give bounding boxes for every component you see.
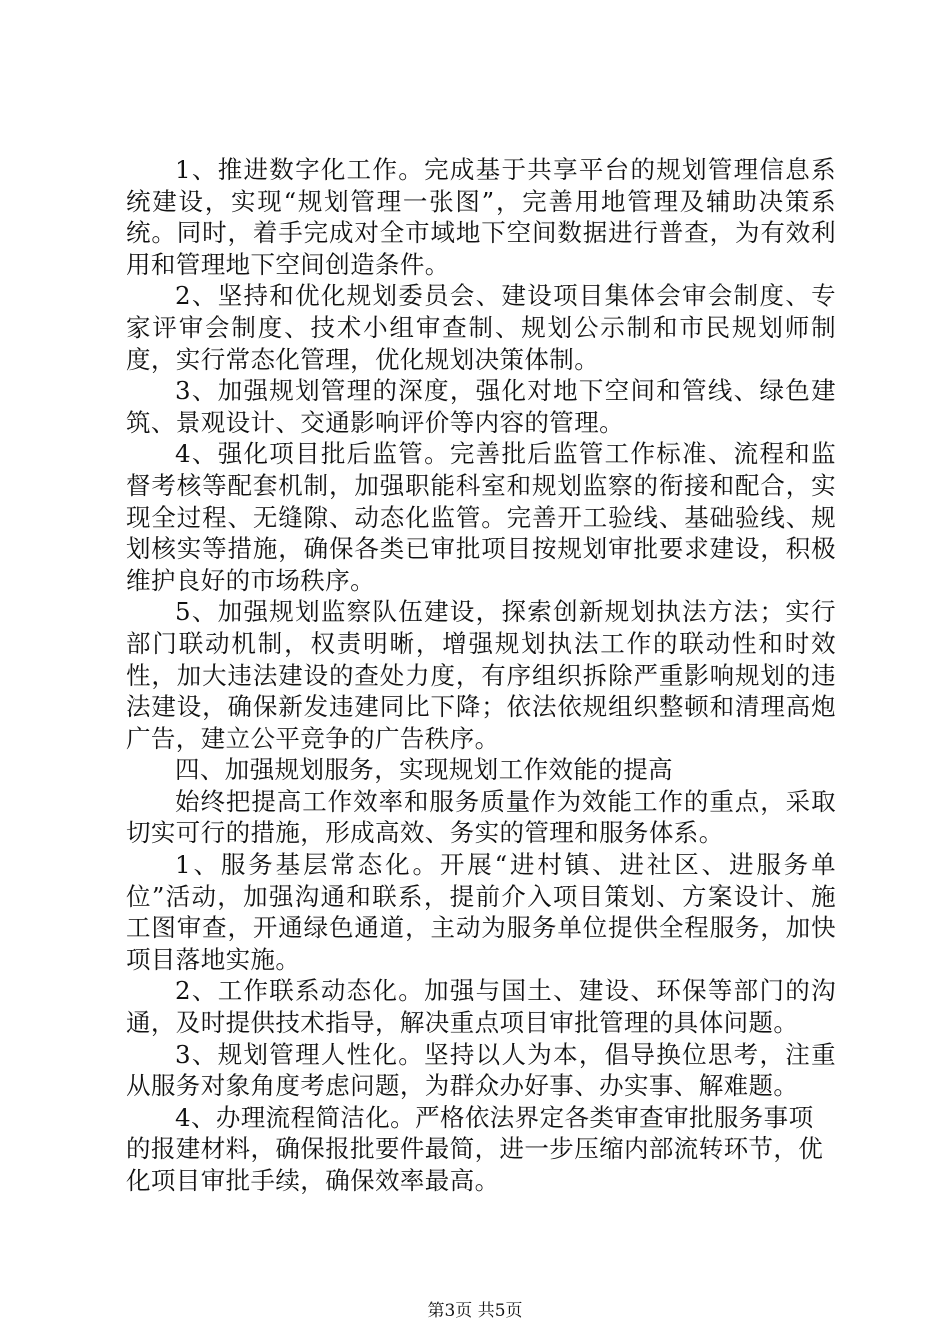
document-body — [126, 154, 836, 1197]
paragraph-1: 1、推进数字化工作。完成基于共享平台的规划管理信息系统建设，实现“规划管理一张图”，完善用地管理及辅助决策系统。同时，着手完成对全市域地下空间数据进行普查，为有效利用和管理地下空间创造条件。 — [126, 155, 836, 279]
paragraph-4: 4、强化项目批后监管。完善批后监管工作标准、流程和监督考核等配套机制，加强职能科室和规划监察的衔接和配合，实现全过程、无缝隙、动态化监管。完善开工验线、基础验线、规划核实等措施，确保各类已审批项目按规划审批要求建设，积极维护良好的市场秩序。 — [126, 439, 836, 595]
page-number-footer: 第3页 共5页 — [427, 1301, 523, 1321]
service-item-4: 4、办理流程简洁化。严格依法界定各类审查审批服务事项的报建材料，确保报批要件最简，进一步压缩内部流转环节，优化项目审批手续，确保效率最高。 — [126, 1102, 824, 1195]
paragraph-2: 2、坚持和优化规划委员会、建设项目集体会审会制度、专家评审会制度、技术小组审查制、规划公示制和市民规划师制度，实行常态化管理，优化规划决策体制。 — [126, 281, 836, 374]
service-item-3: 3、规划管理人性化。坚持以人为本，倡导换位思考，注重从服务对象角度考虑问题，为群众办好事、办实事、解难题。 — [126, 1039, 836, 1101]
section-intro: 始终把提高工作效率和服务质量作为效能工作的重点，采取切实可行的措施，形成高效、务实的管理和服务体系。 — [126, 786, 836, 848]
section-heading-4: 四、加强规划服务，实现规划工作效能的提高 — [175, 755, 673, 785]
paragraph-3: 3、加强规划管理的深度，强化对地下空间和管线、绿色建筑、景观设计、交通影响评价等内容的管理。 — [126, 376, 836, 437]
service-item-1: 1、服务基层常态化。开展“进村镇、进社区、进服务单位”活动，加强沟通和联系，提前介入项目策划、方案设计、施工图审查，开通绿色通道，主动为服务单位提供全程服务，加快项目落地实施。 — [126, 850, 836, 974]
paragraph-5: 5、加强规划监察队伍建设，探索创新规划执法方法；实行部门联动机制，权责明晰，增强规划执法工作的联动性和时效性，加大违法建设的查处力度，有序组织拆除严重影响规划的违法建设，确保新发违建同比下降；依法依规组织整顿和清理高炮广告，建立公平竞争的广告秩序。 — [126, 597, 836, 753]
service-item-2: 2、工作联系动态化。加强与国土、建设、环保等部门的沟通，及时提供技术指导，解决重点项目审批管理的具体问题。 — [126, 976, 836, 1038]
